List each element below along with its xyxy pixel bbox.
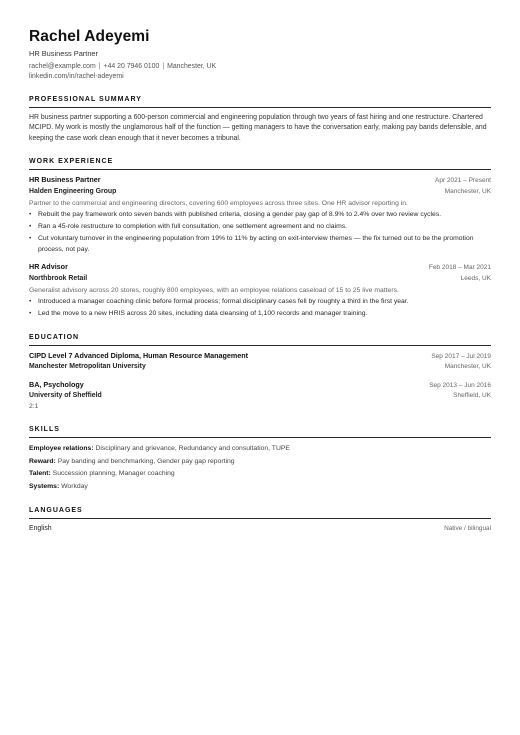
bullet-item: • Rebuilt the pay framework onto seven bands with published criteria, closing a gender pay gap of 8.9% to 2.4% over two review cycles. — [29, 210, 491, 221]
skill-label: Employee relations: — [29, 445, 94, 453]
separator: | — [98, 63, 101, 70]
resume-header — [29, 28, 491, 82]
bullet-item: • Led the move to a new HRIS across 20 sites, including data cleansing of 1,100 records and manager training. — [29, 309, 491, 320]
skill-value: Succession planning, Manager coaching — [52, 470, 175, 478]
section-heading: LANGUAGES — [29, 506, 491, 519]
language-name: English — [29, 525, 52, 533]
summary-text: HR business partner supporting a 600-person commercial and engineering population through two years of fast hiring and one restructure. Chartered MCIPD. My work is mostly the unglamorous half of the function — getting managers to have the conversation early, making pay bands defensible, and keeping the case work clean enough that it never becomes a tribunal. — [29, 114, 487, 142]
skill-label: Systems: — [29, 482, 60, 490]
contact-line — [29, 62, 491, 72]
school-name: Manchester Metropolitan University — [29, 363, 146, 371]
skill-row — [29, 468, 491, 480]
job-date: Apr 2021 – Present — [434, 177, 491, 185]
job-title: HR Business Partner — [29, 175, 101, 185]
email: rachel@example.com — [29, 63, 96, 70]
bullet-item: • Ran a 45-role restructure to completion with full consultation, one settlement agreement and no claims. — [29, 222, 491, 233]
job-location: Manchester, UK — [444, 187, 491, 195]
experience-section — [29, 157, 491, 320]
linkedin: linkedin.com/in/rachel-adeyemi — [29, 73, 124, 80]
skill-row — [29, 481, 491, 493]
section-heading: EDUCATION — [29, 333, 491, 346]
section-heading: WORK EXPERIENCE — [29, 157, 491, 170]
job-location: Leeds, UK — [460, 274, 491, 282]
company-name: Northbrook Retail — [29, 274, 88, 282]
bullet-item: • Introduced a manager coaching clinic before formal process; formal disciplinary cases fell by roughly a third in the first year. — [29, 297, 491, 308]
company-name: Halden Engineering Group — [29, 187, 117, 195]
section-heading: PROFESSIONAL SUMMARY — [29, 95, 491, 108]
education-section — [29, 333, 491, 413]
separator: | — [162, 63, 165, 70]
language-level: Native / bilingual — [444, 525, 491, 533]
skill-value: Workday — [61, 482, 88, 490]
language-row — [29, 524, 491, 534]
job-date: Feb 2018 – Mar 2021 — [428, 264, 491, 272]
education-location: Manchester, UK — [444, 363, 491, 371]
degree-grade: 2:1 — [29, 402, 39, 410]
job-entry — [29, 175, 491, 255]
skill-row — [29, 456, 491, 468]
skill-label: Reward: — [29, 457, 56, 465]
bullet-item: • Cut voluntary turnover in the engineering population from 19% to 11% by acting on exit-interview themes — the fix turned out to be the promotion process, not pay. — [29, 234, 491, 255]
skill-row — [29, 443, 491, 455]
candidate-title: HR Business Partner — [29, 49, 99, 58]
section-heading: SKILLS — [29, 425, 491, 438]
job-title: HR Advisor — [29, 262, 68, 272]
education-entry — [29, 380, 491, 413]
job-bullets — [29, 297, 491, 320]
education-date: Sep 2017 – Jul 2019 — [431, 352, 491, 360]
skill-value: Disciplinary and grievance, Redundancy and consultation, TUPE — [95, 445, 290, 453]
phone: +44 20 7946 0100 — [103, 63, 160, 70]
skill-label: Talent: — [29, 470, 51, 478]
job-description: Partner to the commercial and engineering directors, covering 600 employees across three sites. One HR advisor reporting in. — [29, 200, 408, 208]
school-name: University of Sheffield — [29, 392, 102, 400]
job-description: Generalist advisory across 20 stores, roughly 800 employees, with an employee relations caseload of 15 to 25 live matters. — [29, 287, 399, 295]
skills-section — [29, 425, 491, 493]
location: Manchester, UK — [167, 63, 217, 70]
skill-value: Pay banding and benchmarking, Gender pay gap reporting — [57, 457, 235, 465]
job-bullets — [29, 210, 491, 255]
education-location: Sheffield, UK — [453, 392, 491, 400]
degree-title: BA, Psychology — [29, 379, 84, 389]
summary-section — [29, 95, 491, 144]
languages-section — [29, 506, 491, 534]
education-entry — [29, 351, 491, 373]
job-entry — [29, 262, 491, 320]
education-date: Sep 2013 – Jun 2016 — [429, 381, 491, 389]
candidate-name: Rachel Adeyemi — [29, 28, 150, 45]
degree-title: CIPD Level 7 Advanced Diploma, Human Resource Management — [29, 350, 249, 360]
